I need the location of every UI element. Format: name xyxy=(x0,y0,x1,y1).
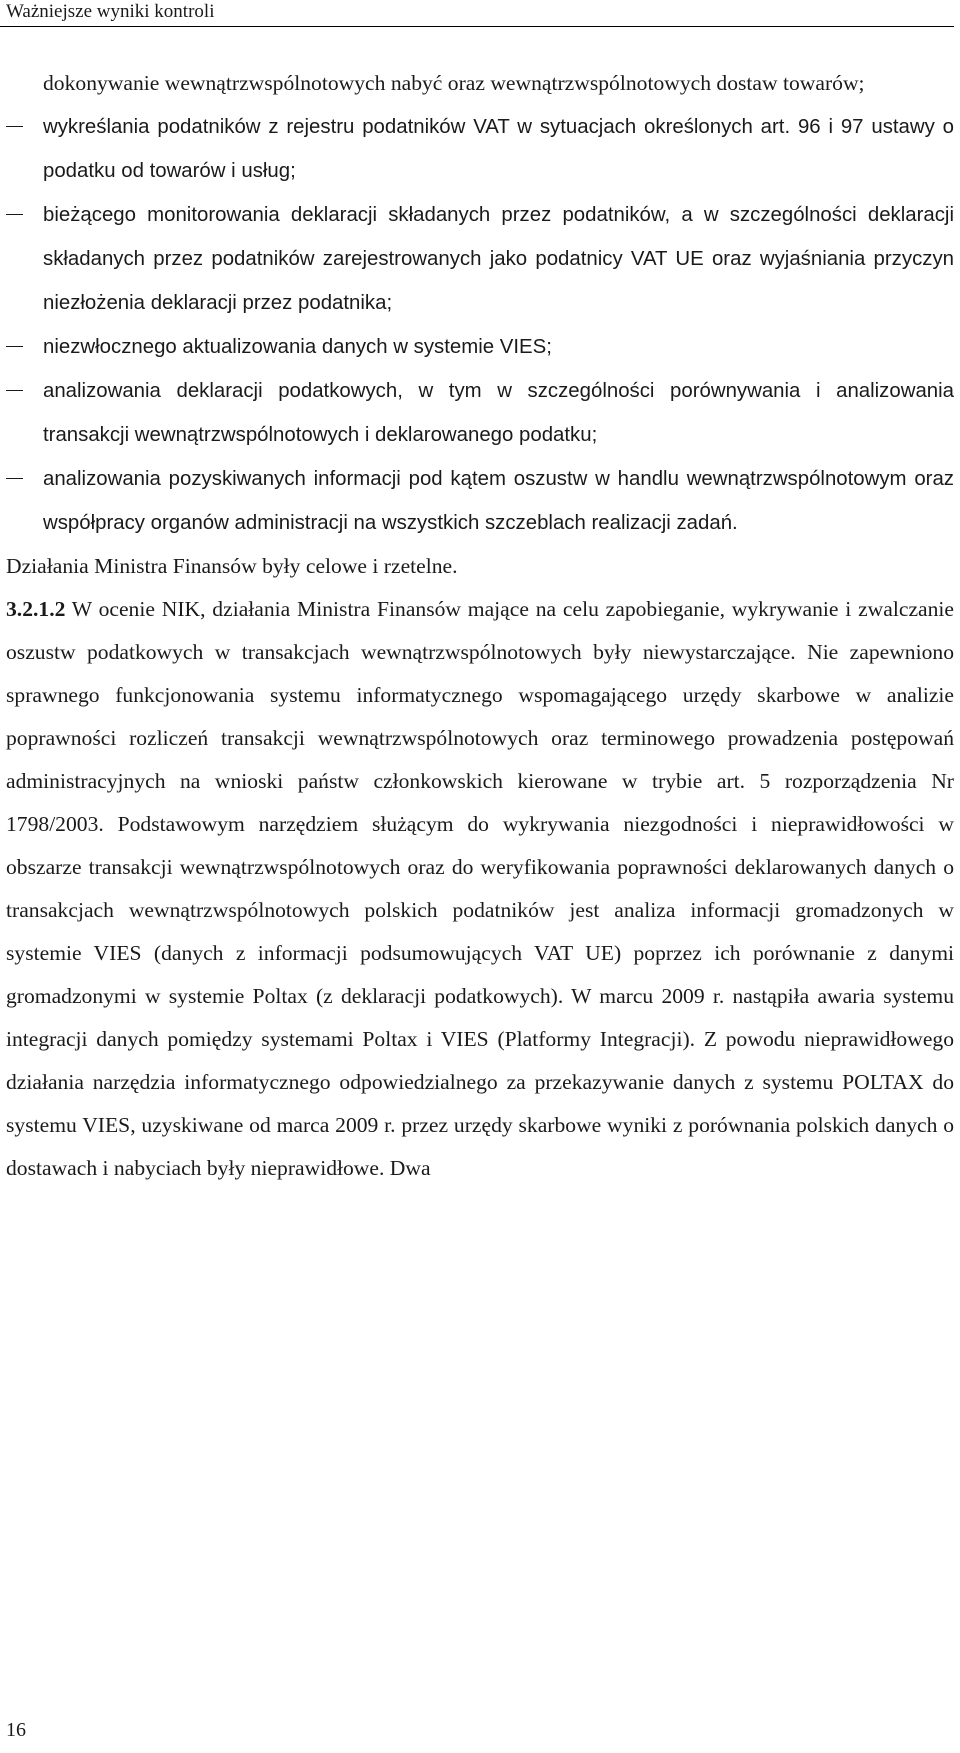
section-paragraph xyxy=(6,588,954,1190)
page-number: 16 xyxy=(6,1719,26,1741)
dash-bullet-icon xyxy=(6,390,23,391)
section-number: 3.2.1.2 xyxy=(6,597,66,621)
list-item xyxy=(6,457,954,545)
list-item-continuation xyxy=(6,62,954,105)
list-item xyxy=(6,193,954,325)
list-item-text: analizowania deklaracji podatkowych, w tym w szczególności porównywania i analizowania transakcji wewnątrzwspólnotowych i deklarowanego podatku; xyxy=(43,380,954,446)
dash-bullet-icon xyxy=(6,214,23,215)
dash-bullet-icon xyxy=(6,126,23,127)
header-divider xyxy=(0,26,954,27)
list-item-text: wykreślania podatników z rejestru podatników VAT w sytuacjach określonych art. 96 i 97 ustawy o podatku od towarów i usług; xyxy=(43,116,954,182)
list-item-text: niezwłocznego aktualizowania danych w systemie VIES; xyxy=(43,336,552,358)
dash-bullet-icon xyxy=(6,478,23,479)
running-header xyxy=(6,0,954,28)
list-item-text: dokonywanie wewnątrzwspólnotowych nabyć oraz wewnątrzwspólnotowych dostaw towarów; xyxy=(43,71,865,95)
conclusion-paragraph: Działania Ministra Finansów były celowe i rzetelne. xyxy=(6,554,458,578)
page-body xyxy=(6,62,954,1190)
list-item-text: analizowania pozyskiwanych informacji pod kątem oszustw w handlu wewnątrzwspólnotowym oraz współpracy organów administracji na wszystkich szczeblach realizacji zadań. xyxy=(43,468,954,534)
section-text: W ocenie NIK, działania Ministra Finansów mające na celu zapobieganie, wykrywanie i zwalczanie oszustw podatkowych w transakcjach wewnątrzwspólnotowych były niewystarczające. Nie zapewniono sprawnego funkcjonowania systemu informatycznego wspomagającego urzędy skarbowe w analizie poprawności rozliczeń transakcji wewnątrzwspólnotowych oraz terminowego prowadzenia postępowań administracyjnych na wnioski państw członkowskich kierowane w trybie art. 5 rozporządzenia Nr 1798/2003. Podstawowym narzędziem służącym do wykrywania niezgodności i nieprawidłowości w obszarze transakcji wewnątrzwspólnotowych oraz do weryfikowania poprawności deklarowanych danych o transakcjach wewnątrzwspólnotowych polskich podatników jest analiza informacji gromadzonych w systemie VIES (danych z informacji podsumowujących VAT UE) poprzez ich porównanie z danymi gromadzonymi w systemie Poltax (z deklaracji podatkowych). W marcu 2009 r. nastąpiła awaria systemu integracji danych pomiędzy systemami Poltax i VIES (Platformy Integracji). Z powodu nieprawidłowego działania narzędzia informatycznego odpowiedzialnego za przekazywanie danych z systemu POLTAX do systemu VIES, uzyskiwane od marca 2009 r. przez urzędy skarbowe wyniki z porównania polskich danych o dostawach i nabyciach były nieprawidłowe. Dwa xyxy=(6,597,954,1180)
list-item-text: bieżącego monitorowania deklaracji składanych przez podatników, a w szczególności deklaracji składanych przez podatników zarejestrowanych jako podatnicy VAT UE oraz wyjaśniania przyczyn niezłożenia deklaracji przez podatnika; xyxy=(43,204,954,314)
list-item xyxy=(6,325,954,369)
list-item xyxy=(6,369,954,457)
list-item xyxy=(6,105,954,193)
header-title: Ważniejsze wyniki kontroli xyxy=(6,1,215,22)
dash-bullet-icon xyxy=(6,346,23,347)
